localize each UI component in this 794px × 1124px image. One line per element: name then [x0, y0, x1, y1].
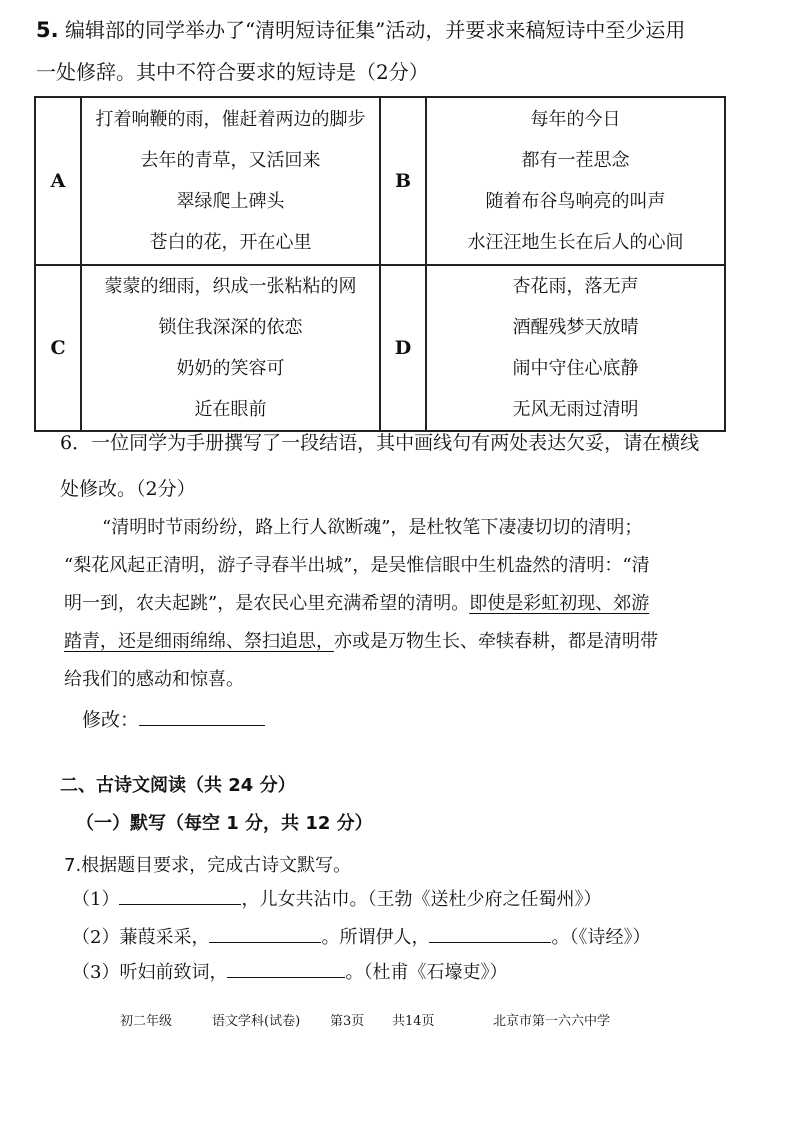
poem-d: [426, 265, 725, 431]
q7-item-1: [72, 886, 601, 914]
passage-line-4: [64, 622, 658, 662]
poem-line: 蒙蒙的细雨，织成一张粘粘的网: [104, 276, 357, 297]
item-2-text-b: 。所谓伊人，: [321, 927, 430, 948]
footer-school: 北京市第一六六中学: [493, 1014, 611, 1029]
answer-blank-3[interactable]: [429, 924, 551, 943]
poem-line: 锁住我深深的依恋: [158, 317, 303, 338]
answer-blank-2[interactable]: [209, 924, 321, 943]
revise-label: 修改：: [82, 709, 140, 731]
item-1-number: （1）: [72, 889, 120, 910]
passage-line-2: “梨花风起正清明，游子寻春半出城”，是吴惟信眼中生机盎然的清明：“清: [64, 555, 650, 576]
poem-table: [34, 96, 726, 432]
q6-text-2: 处修改。（2分）: [60, 478, 196, 500]
poem-line: 酒醒残梦天放晴: [512, 317, 639, 338]
poem-line: 打着响鞭的雨，催赶着两边的脚步: [95, 109, 366, 130]
poem-a: [81, 97, 380, 265]
poem-label-d: D: [380, 265, 426, 431]
footer-grade: 初二年级: [120, 1014, 173, 1029]
item-1-text: ，儿女共沾巾。（王勃《送杜少府之任蜀州》）: [241, 889, 602, 910]
footer-subject: 语文学科(试卷): [212, 1014, 301, 1029]
poem-c: [81, 265, 380, 431]
poem-label-a: A: [35, 97, 81, 265]
poem-label-b: B: [380, 97, 426, 265]
q5-text-2: 一处修辞。其中不符合要求的短诗是（2分）: [36, 60, 429, 84]
q5-text-1: 编辑部的同学举办了“清明短诗征集”活动，并要求来稿短诗中至少运用: [64, 18, 686, 42]
poem-line: 水汪汪地生长在后人的心间: [467, 232, 684, 253]
answer-blank-1[interactable]: [119, 886, 241, 905]
poem-line: 每年的今日: [530, 109, 621, 130]
poem-line: 都有一茬思念: [521, 150, 630, 171]
q7-item-3: [72, 959, 507, 987]
passage-line-4-plain: 亦或是万物生长、牵犊春耕，都是清明带: [334, 631, 658, 652]
revise-row: [82, 706, 265, 734]
item-3-text-b: 。（杜甫《石壕吏》）: [345, 962, 508, 983]
passage-line-5: 给我们的感动和惊喜。: [64, 669, 244, 690]
poem-b: [426, 97, 725, 265]
poem-line: 去年的青草，又活回来: [140, 150, 321, 171]
q7-instruction: 7.根据题目要求，完成古诗文默写。: [64, 855, 352, 876]
poem-line: 杏花雨，落无声: [512, 276, 639, 297]
poem-line: 随着布谷鸟响亮的叫声: [485, 191, 666, 212]
poem-line: 近在眼前: [194, 399, 267, 420]
poem-line: 翠绿爬上碑头: [176, 191, 285, 212]
poem-line: 闹中守住心底静: [512, 358, 639, 379]
page-footer: [0, 1013, 794, 1033]
section2-title: 二、古诗文阅读（共 24 分）: [60, 775, 296, 796]
item-3-text-a: （3）听妇前致词，: [72, 962, 228, 983]
footer-total: 共14页: [392, 1014, 435, 1029]
underlined-sentence-part-1: 即使是彩虹初现、郊游: [469, 593, 650, 614]
poem-row-1: [35, 97, 725, 265]
q6-text-1: 6．一位同学为手册撰写了一段结语，其中画线句有两处表达欠妥，请在横线: [60, 432, 700, 454]
q7-item-2: [72, 924, 650, 952]
poem-line: 苍白的花，开在心里: [149, 232, 312, 253]
revise-answer-blank[interactable]: [139, 707, 265, 726]
poem-label-c: C: [35, 265, 81, 431]
answer-blank-4[interactable]: [227, 959, 345, 978]
item-2-text-c: 。（《诗经》）: [551, 927, 651, 948]
item-2-text-a: （2）蒹葭采采，: [72, 927, 210, 948]
section2-subtitle: （一）默写（每空 1 分，共 12 分）: [76, 813, 373, 834]
passage-line-1: “清明时节雨纷纷，路上行人欲断魂”，是杜牧笔下凄凄切切的清明；: [102, 517, 643, 538]
poem-row-2: [35, 265, 725, 431]
q5-number: 5.: [36, 18, 59, 42]
poem-line: 奶奶的笑容可: [176, 358, 285, 379]
footer-page: 第3页: [330, 1014, 365, 1029]
poem-line: 无风无雨过清明: [512, 399, 639, 420]
underlined-sentence-part-2: 踏青，还是细雨绵绵、祭扫追思，: [64, 631, 334, 652]
passage-line-3-plain: 明一到，农夫起跳”，是农民心里充满希望的清明。: [64, 593, 470, 614]
q5-line1: [36, 16, 685, 44]
passage-line-3: [64, 584, 649, 624]
